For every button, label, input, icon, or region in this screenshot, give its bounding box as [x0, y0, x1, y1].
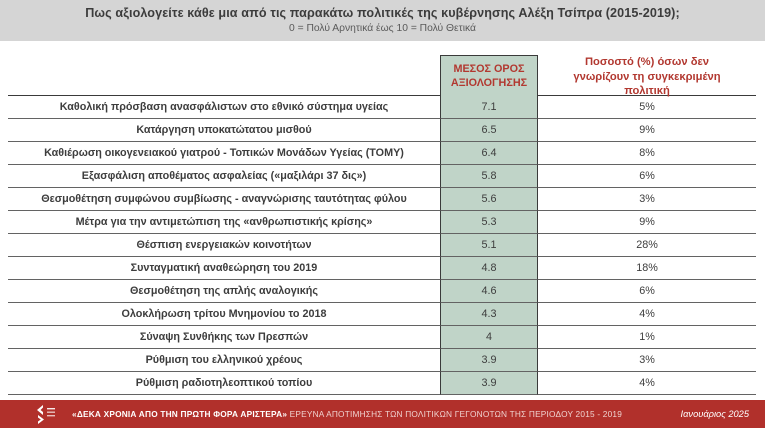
- table-row: [8, 211, 756, 234]
- average-score-value: 7.1: [440, 96, 538, 119]
- unknown-percent-value: 6%: [538, 165, 756, 188]
- average-score-value: 3.9: [440, 372, 538, 395]
- table-row: [8, 234, 756, 257]
- column-header-average-score: ΜΕΣΟΣ ΟΡΟΣ ΑΞΙΟΛΟΓΗΣΗΣ: [440, 55, 538, 99]
- policy-label: Ολοκλήρωση τρίτου Μνημονίου το 2018: [8, 303, 440, 326]
- page-subtitle: 0 = Πολύ Αρνητικά έως 10 = Πολύ Θετικά: [289, 23, 476, 34]
- unknown-percent-value: 3%: [538, 188, 756, 211]
- unknown-percent-value: 3%: [538, 349, 756, 372]
- policy-label: Ρύθμιση ραδιοτηλεοπτικού τοπίου: [8, 372, 440, 395]
- footer-caption-rest: ΕΡΕΥΝΑ ΑΠΟΤΙΜΗΣΗΣ ΤΩΝ ΠΟΛΙΤΙΚΩΝ ΓΕΓΟΝΟΤΩΝ ΤΗΣ ΠΕΡΙΟΔΟΥ 2015 - 2019: [287, 409, 623, 419]
- table-row: [8, 188, 756, 211]
- unknown-percent-value: 6%: [538, 280, 756, 303]
- policy-label: Συνταγματική αναθεώρηση του 2019: [8, 257, 440, 280]
- footer-caption: [72, 409, 622, 419]
- policy-label: Σύναψη Συνθήκης των Πρεσπών: [8, 326, 440, 349]
- page-title: Πως αξιολογείτε κάθε μια από τις παρακάτω πολιτικές της κυβέρνησης Αλέξη Τσίπρα (2015-2019);: [85, 6, 680, 20]
- footer-bar: [0, 400, 765, 428]
- policy-label: Θεσμοθέτηση συμφώνου συμβίωσης - αναγνώρισης ταυτότητας φύλου: [8, 188, 440, 211]
- table-row: [8, 142, 756, 165]
- table-row: [8, 326, 756, 349]
- policy-label: Μέτρα για την αντιμετώπιση της «ανθρωπιστικής κρίσης»: [8, 211, 440, 234]
- average-score-value: 4.3: [440, 303, 538, 326]
- average-score-value: 4: [440, 326, 538, 349]
- policy-label: Καθολική πρόσβαση ανασφάλιστων στο εθνικό σύστημα υγείας: [8, 96, 440, 119]
- table-body: [8, 95, 756, 395]
- policy-label: Θεσμοθέτηση της απλής αναλογικής: [8, 280, 440, 303]
- table-row: [8, 280, 756, 303]
- table-row: [8, 119, 756, 142]
- unknown-percent-value: 9%: [538, 211, 756, 234]
- table-row: [8, 372, 756, 395]
- policy-label: Θέσπιση ενεργειακών κοινοτήτων: [8, 234, 440, 257]
- footer-date: Ιανουάριος 2025: [680, 409, 749, 419]
- policy-label: Κατάργηση υποκατώτατου μισθού: [8, 119, 440, 142]
- policy-label: Εξασφάλιση αποθέματος ασφαλείας («μαξιλάρι 37 δις»): [8, 165, 440, 188]
- average-score-value: 5.6: [440, 188, 538, 211]
- title-band: [0, 0, 765, 41]
- average-score-value: 4.6: [440, 280, 538, 303]
- unknown-percent-value: 18%: [538, 257, 756, 280]
- average-score-value: 6.5: [440, 119, 538, 142]
- average-score-value: 6.4: [440, 142, 538, 165]
- footer-caption-bold: «ΔΕΚΑ ΧΡΟΝΙΑ ΑΠΟ ΤΗΝ ΠΡΩΤΗ ΦΟΡΑ ΑΡΙΣΤΕΡΑ»: [72, 409, 288, 419]
- column-header-unknown-percent: Ποσοστό (%) όσων δεν γνωρίζουν τη συγκεκριμένη πολιτική: [573, 56, 721, 98]
- average-score-value: 5.8: [440, 165, 538, 188]
- average-score-value: 3.9: [440, 349, 538, 372]
- unknown-percent-value: 4%: [538, 372, 756, 395]
- table-row: [8, 165, 756, 188]
- header-spacer: [8, 55, 440, 99]
- table-row: [8, 349, 756, 372]
- table-row: [8, 303, 756, 326]
- unknown-percent-value: 1%: [538, 326, 756, 349]
- arrows-logo-icon: [34, 404, 58, 424]
- policy-label: Ρύθμιση του ελληνικού χρέους: [8, 349, 440, 372]
- table-row: [8, 257, 756, 280]
- table-row: [8, 96, 756, 119]
- unknown-percent-value: 28%: [538, 234, 756, 257]
- average-score-value: 4.8: [440, 257, 538, 280]
- unknown-percent-value: 4%: [538, 303, 756, 326]
- unknown-percent-value: 8%: [538, 142, 756, 165]
- unknown-percent-value: 5%: [538, 96, 756, 119]
- ratings-table: [8, 55, 756, 395]
- policy-label: Καθιέρωση οικογενειακού γιατρού - Τοπικών Μονάδων Υγείας (ΤΟΜΥ): [8, 142, 440, 165]
- average-score-value: 5.3: [440, 211, 538, 234]
- unknown-percent-value: 9%: [538, 119, 756, 142]
- table-header-row: [8, 55, 756, 98]
- average-score-value: 5.1: [440, 234, 538, 257]
